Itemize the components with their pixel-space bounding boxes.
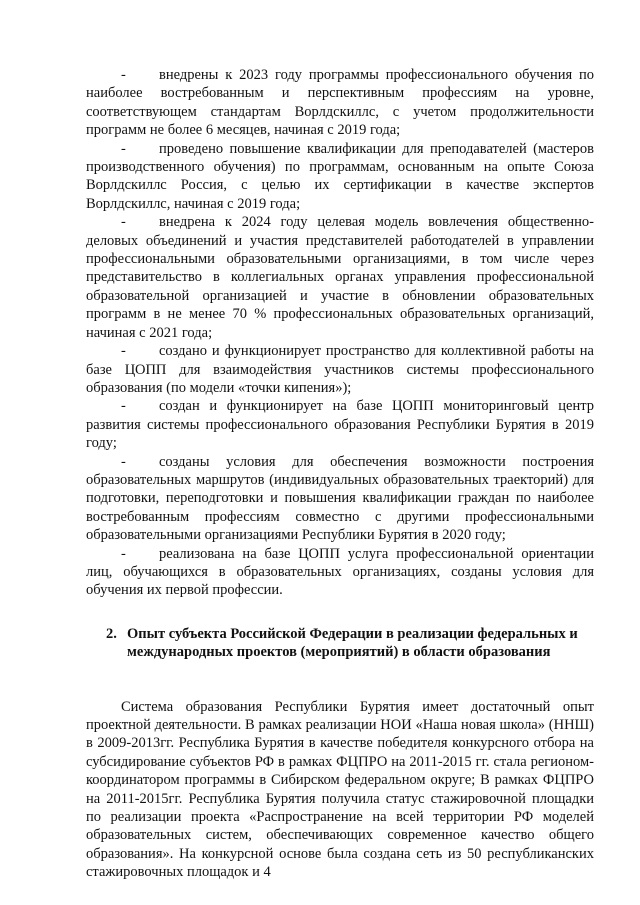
section-title: Опыт субъекта Российской Федерации в реализации федеральных и международных проектов (мероприятий) в области образования	[127, 625, 578, 661]
list-item	[86, 397, 594, 452]
list-dash: -	[121, 453, 126, 470]
list-item	[86, 213, 594, 342]
bullet-list	[86, 66, 594, 600]
list-dash: -	[121, 140, 126, 157]
list-item	[86, 342, 594, 397]
section-number: 2.	[106, 625, 117, 642]
list-dash: -	[121, 343, 126, 360]
list-dash: -	[121, 398, 126, 415]
list-item-text: созданы условия для обеспечения возможности построения образовательных маршрутов (индивидуальных образовательных траекторий) для подготовки, переподготовки и повышения квалификации граждан по наиболее востребованным профессиям совместно с другими профессиональными образовательными организациями Республики Бурятия в 2020 году;	[86, 453, 594, 544]
list-dash: -	[121, 67, 126, 83]
document-page	[86, 66, 594, 882]
list-dash: -	[121, 214, 126, 231]
list-item	[86, 545, 594, 600]
list-dash: -	[121, 545, 126, 562]
list-item-text: внедрена к 2024 году целевая модель вовлечения общественно-деловых объединений и участия представителей работодателей в управлении профессиональными образовательными организациями, в том числе через представительство в коллегиальных органах управления профессиональной образовательной организацией и участие в обновлении образовательных программ в не менее 70 % профессиональных образовательных организаций, начиная с 2021 года;	[86, 214, 594, 341]
list-item-text: внедрены к 2023 году программы профессионального обучения по наиболее востребованным и перспективным профессиям на уровне, соответствующем стандартам Ворлдскиллс, с учетом продолжительности программ не более 6 месяцев, начиная с 2019 года;	[86, 67, 594, 139]
list-item-text: создано и функционирует пространство для коллективной работы на базе ЦОПП для взаимодействия участников системы профессионального образования (по модели «точки кипения»);	[86, 343, 594, 396]
list-item-text: создан и функционирует на базе ЦОПП мониторинговый центр развития системы профессионального образования Республики Бурятия в 2019 году;	[86, 398, 594, 452]
list-item	[86, 66, 594, 140]
list-item	[86, 453, 594, 545]
list-item-text: проведено повышение квалификации для преподавателей (мастеров производственного обучения) по программам, основанным на опыте Союза Ворлдскиллс Россия, с целью их сертификации в качестве экспертов Ворлдскиллс, начиная с 2019 года;	[86, 140, 594, 212]
section-heading	[86, 625, 594, 662]
list-item-text: реализована на базе ЦОПП услуга профессиональной ориентации лиц, обучающихся в образовательных организациях, созданы условия для обучения их первой профессии.	[86, 545, 594, 599]
body-paragraph: Система образования Республики Бурятия имеет достаточный опыт проектной деятельности. В рамках реализации НОИ «Наша новая школа» (ННШ) в 2009-2013гг. Республика Бурятия в качестве победителя конкурсного отбора на субсидирование субъектов РФ в рамках ФЦПРО на 2011-2015 гг. стала регионом-координатором программы в Сибирском федеральном округе; В рамках ФЦПРО на 2011-2015гг. Республика Бурятия получила статус стажировочной площадки по реализации проекта «Распространение на всей территории РФ моделей образовательных систем, обеспечивающих современное качество общего образования». На конкурсной основе была создана сеть из 50 республиканских стажировочных площадок и 4	[86, 698, 594, 881]
list-item	[86, 140, 594, 214]
